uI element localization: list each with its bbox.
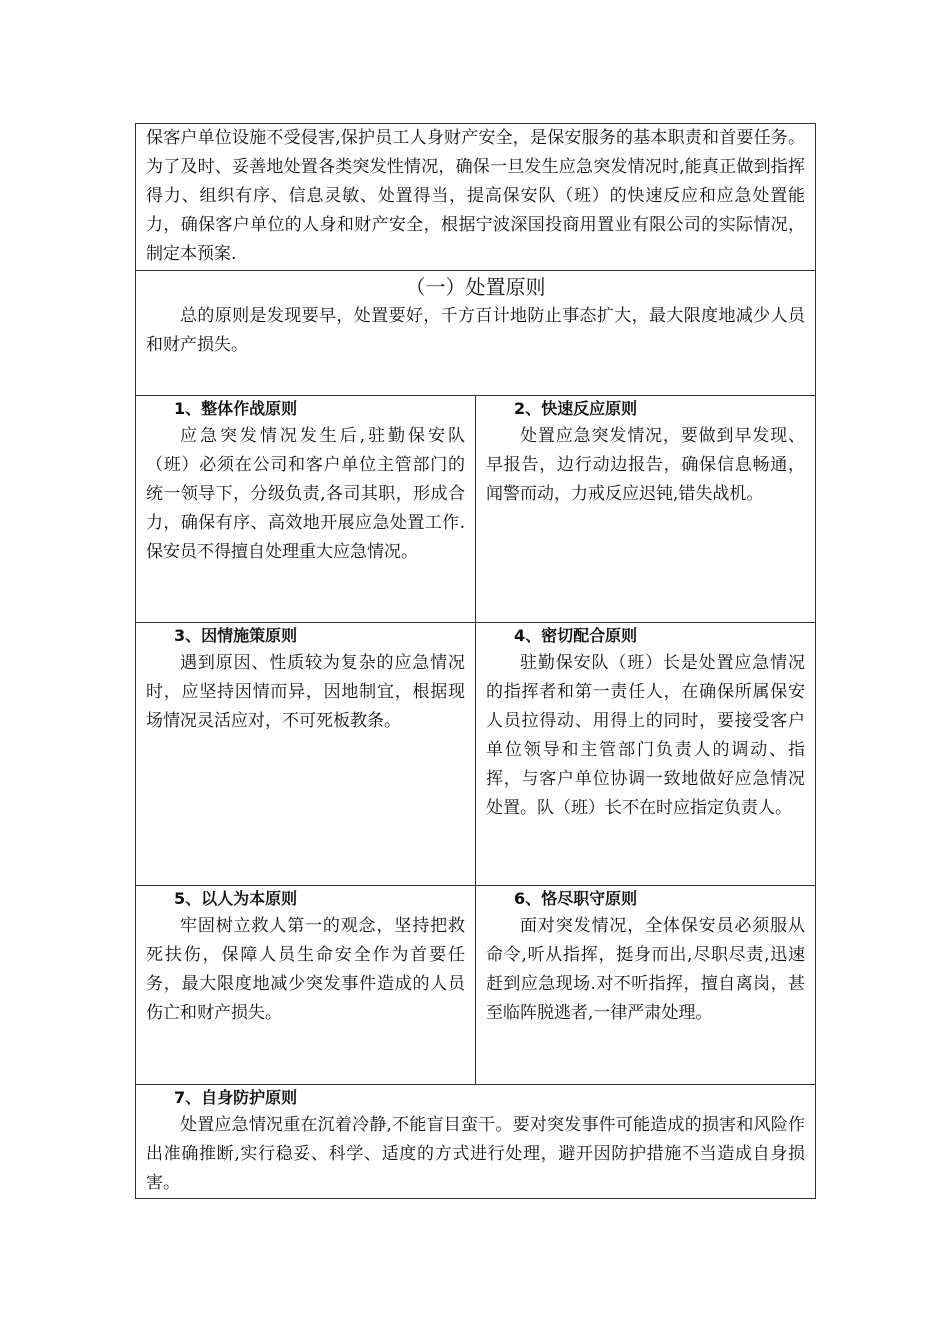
principle-title: 4、密切配合原则 [514,626,638,645]
principle-cell-4 [476,623,816,886]
principle-title: 2、快速反应原则 [514,399,638,418]
principle-text: 面对突发情况，全体保安员必须服从命令,听从指挥，挺身而出,尽职尽责,迅速赶到应急现场.对不听指挥，擅自离岗，甚至临阵脱逃者,一律严肃处理。 [486,916,805,1023]
section-summary: 总的原则是发现要早，处置要好，千方百计地防止事态扩大，最大限度地减少人员和财产损失。 [146,306,805,355]
principle-text: 驻勤保安队（班）长是处置应急情况的指挥者和第一责任人，在确保所属保安人员拉得动、用得上的同时，要接受客户单位领导和主管部门负责人的调动、指挥，与客户单位协调一致地做好应急情况处置。队（班）长不在时应指定负责人。 [486,653,805,818]
principle-title: 3、因情施策原则 [174,626,298,645]
principle-text: 遇到原因、性质较为复杂的应急情况时，应坚持因情而异，因地制宜，根据现场情况灵活应对，不可死板教条。 [146,653,465,731]
principle-title: 1、整体作战原则 [174,399,298,418]
principle-cell-7 [136,1085,816,1199]
principle-row-3 [136,886,816,1085]
principle-title: 7、自身防护原则 [174,1088,298,1107]
principle-cell-6 [476,886,816,1085]
principle-cell-5 [136,886,476,1085]
principle-text: 应急突发情况发生后,驻勤保安队（班）必须在公司和客户单位主管部门的统一领导下，分级负责,各司其职，形成合力，确保有序、高效地开展应急处置工作.保安员不得擅自处理重大应急情况。 [146,426,465,562]
principle-text: 牢固树立救人第一的观念，坚持把救死扶伤，保障人员生命安全作为首要任务，最大限度地减少突发事件造成的人员伤亡和财产损失。 [146,916,465,1023]
principle-title: 6、恪尽职守原则 [514,889,638,908]
principle-text: 处置应急情况重在沉着冷静,不能盲目蛮干。要对突发事件可能造成的损害和风险作出准确推断,实行稳妥、科学、适度的方式进行处理，避开因防护措施不当造成自身损害。 [146,1115,805,1193]
intro-paragraph: 保客户单位设施不受侵害,保护员工人身财产安全，是保安服务的基本职责和首要任务。为了及时、妥善地处置各类突发性情况，确保一旦发生应急突发情况时,能真正做到指挥得力、组织有序、信息灵敏、处置得当，提高保安队（班）的快速反应和应急处置能力，确保客户单位的人身和财产安全，根据宁波深国投商用置业有限公司的实际情况，制定本预案. [146,128,805,264]
principle-text: 处置应急突发情况，要做到早发现、早报告，边行动边报告，确保信息畅通，闻警而动，力戒反应迟钝,错失战机。 [486,426,805,504]
principle-row-1 [136,396,816,623]
intro-row [136,124,816,271]
principle-cell-2 [476,396,816,623]
section-title: （一）处置原则 [405,275,546,299]
principle-row-2 [136,623,816,886]
section-row [136,271,816,396]
principle-title: 5、以人为本原则 [174,889,298,908]
principle-row-4 [136,1085,816,1199]
principles-table [135,123,816,1199]
principle-cell-1 [136,396,476,623]
principle-cell-3 [136,623,476,886]
